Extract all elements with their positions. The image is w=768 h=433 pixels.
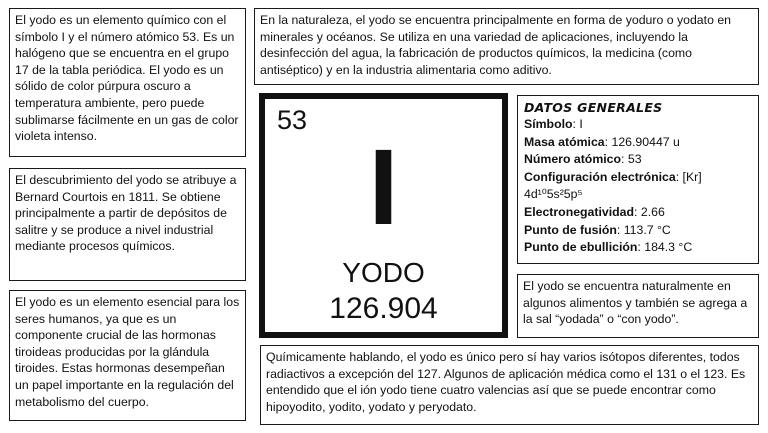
general-data-box (517, 95, 759, 264)
atomic-number: 53 (277, 105, 308, 135)
data-row-symbol (524, 116, 752, 134)
atomic-mass: 126.904 (329, 292, 438, 325)
data-row-boiling-point (524, 239, 752, 257)
data-value: : 53 (621, 152, 642, 167)
data-row-atomic-number (524, 151, 752, 169)
data-value: : 126.90447 u (604, 134, 680, 149)
food-text: El yodo se encuentra naturalmente en algunos alimentos y también se agrega a la sal “yodada” o “con yodo”. (523, 279, 748, 327)
data-value: : 113.7 °C (616, 222, 671, 237)
data-label: Electronegatividad (524, 204, 635, 219)
element-tile (259, 93, 508, 338)
discovery-text: El descubrimiento del yodo se atribuye a Bernard Courtois en 1811. Se obtiene principalmente a partir de depósitos de salitre y se produce a nivel industrial mediante procesos químicos. (15, 173, 237, 254)
description-text: El yodo es un elemento químico con el símbolo I y el número atómico 53. Es un halógeno que se encuentra en el grupo 17 de la tabla periódica. El yodo es un sólido de color púrpura oscuro a temperatura ambiente, pero puede sublimarse fácilmente en un gas de color violeta intenso. (15, 13, 239, 144)
data-label: Símbolo (524, 117, 573, 131)
data-value: : 2.66 (634, 204, 665, 219)
data-value: : I (572, 117, 583, 131)
biology-text: El yodo es un elemento esencial para los seres humanos, ya que es un componente crucial de las hormonas tiroideas producidas por la glándula tiroides. Estas hormonas desempeñan un papel importante en la regulación del metabolismo del cuerpo. (15, 295, 240, 409)
discovery-box (9, 168, 246, 281)
biology-box (9, 290, 246, 421)
data-label: Punto de fusión (524, 222, 617, 237)
data-row-mass (524, 134, 752, 152)
data-label: Configuración electrónica (524, 169, 676, 184)
nature-box (254, 8, 759, 85)
data-row-melting-point (524, 222, 752, 240)
description-box (9, 8, 246, 157)
data-row-electron-config (524, 169, 752, 204)
chemistry-text: Químicamente hablando, el yodo es único pero sí hay varios isótopos diferentes, todos radiactivos a excepción del 127. Algunos de aplicación médica como el 131 o el 123. Es entendido que el ión yodo tiene cuatro valencias así que se puede encontrar como hipoyodito, yodito, yodato y peryodato. (266, 350, 746, 414)
food-box (517, 274, 759, 338)
chemistry-box (260, 345, 759, 425)
data-row-electronegativity (524, 204, 752, 222)
data-value: : [Kr] 4d¹⁰5s²5p⁵ (524, 169, 702, 202)
general-data-heading: DATOS GENERALES (524, 100, 663, 115)
data-label: Número atómico (524, 152, 622, 167)
nature-text: En la naturaleza, el yodo se encuentra principalmente en forma de yoduro o yodato en minerales y océanos. Se utiliza en una variedad de aplicaciones, incluyendo la desinfección del agua, la fabricación de productos químicos, la medicina (como antiséptico) y en la industria alimentaria como aditivo. (260, 13, 731, 77)
data-value: : 184.3 °C (637, 240, 693, 255)
data-label: Punto de ebullición (524, 240, 638, 255)
element-name: YODO (342, 257, 425, 288)
element-symbol: I (368, 126, 399, 247)
data-label: Masa atómica (524, 134, 605, 149)
